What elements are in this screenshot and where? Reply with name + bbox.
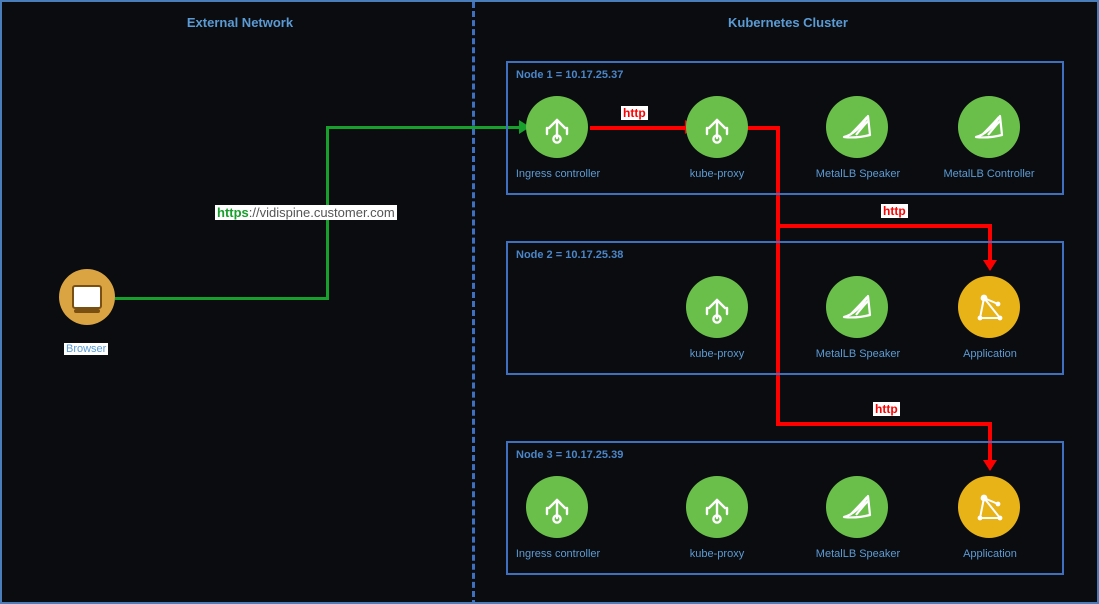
red-edge-node3-horizontal [776,422,992,426]
pod-application-node3[interactable] [958,476,1020,538]
section-title-cluster: Kubernetes Cluster [728,15,848,30]
edge-label-http-2: http [883,204,906,218]
pod-caption-metallb-speaker-node1: MetalLB Speaker [815,168,901,180]
pod-caption-metallb-controller-node1: MetalLB Controller [943,168,1035,180]
pod-caption-kube-proxy-node1: kube-proxy [689,168,745,180]
kube-proxy-icon [699,288,735,326]
application-icon [970,488,1008,526]
pod-caption-application-node3: Application [963,548,1017,560]
pod-ingress-controller-node3[interactable] [526,476,588,538]
node-label-3: Node 3 = 10.17.25.39 [516,449,624,461]
edge-label-http-1: http [623,106,646,120]
green-edge-horizontal-1 [115,297,328,300]
node-label-2: Node 2 = 10.17.25.38 [516,249,624,261]
pod-caption-metallb-speaker-node3: MetalLB Speaker [815,548,901,560]
browser-icon[interactable] [59,269,115,325]
pod-caption-ingress-node1: Ingress controller [515,168,601,180]
pod-kube-proxy-node2[interactable] [686,276,748,338]
pod-metallb-controller-node1[interactable] [958,96,1020,158]
pod-metallb-speaker-node1[interactable] [826,96,888,158]
ingress-icon [539,108,575,146]
browser-screen-glyph [72,285,102,309]
kube-proxy-icon [699,108,735,146]
pod-metallb-speaker-node3[interactable] [826,476,888,538]
pod-caption-metallb-speaker-node2: MetalLB Speaker [815,348,901,360]
pod-caption-kube-proxy-node2: kube-proxy [689,348,745,360]
url-rest: ://vidispine.customer.com [248,205,395,220]
pod-application-node2[interactable] [958,276,1020,338]
pod-metallb-speaker-node2[interactable] [826,276,888,338]
pod-ingress-controller-node1[interactable] [526,96,588,158]
edge-label-http-3: http [875,402,898,416]
kube-proxy-icon [699,488,735,526]
pod-caption-kube-proxy-node3: kube-proxy [689,548,745,560]
url-edge-label [215,205,397,220]
metallb-controller-icon [970,109,1008,145]
pod-kube-proxy-node1[interactable] [686,96,748,158]
node-label-1: Node 1 = 10.17.25.37 [516,69,624,81]
network-divider [472,2,475,604]
pod-caption-ingress-node3: Ingress controller [515,548,601,560]
metallb-speaker-icon [838,289,876,325]
pod-kube-proxy-node3[interactable] [686,476,748,538]
ingress-icon [539,488,575,526]
browser-caption: Browser [66,343,107,355]
section-title-external: External Network [186,15,294,30]
url-scheme: https [217,205,249,220]
application-icon [970,288,1008,326]
pod-caption-application-node2: Application [963,348,1017,360]
green-edge-horizontal-2 [326,126,520,129]
red-edge-node2-horizontal [776,224,992,228]
metallb-speaker-icon [838,109,876,145]
metallb-speaker-icon [838,489,876,525]
